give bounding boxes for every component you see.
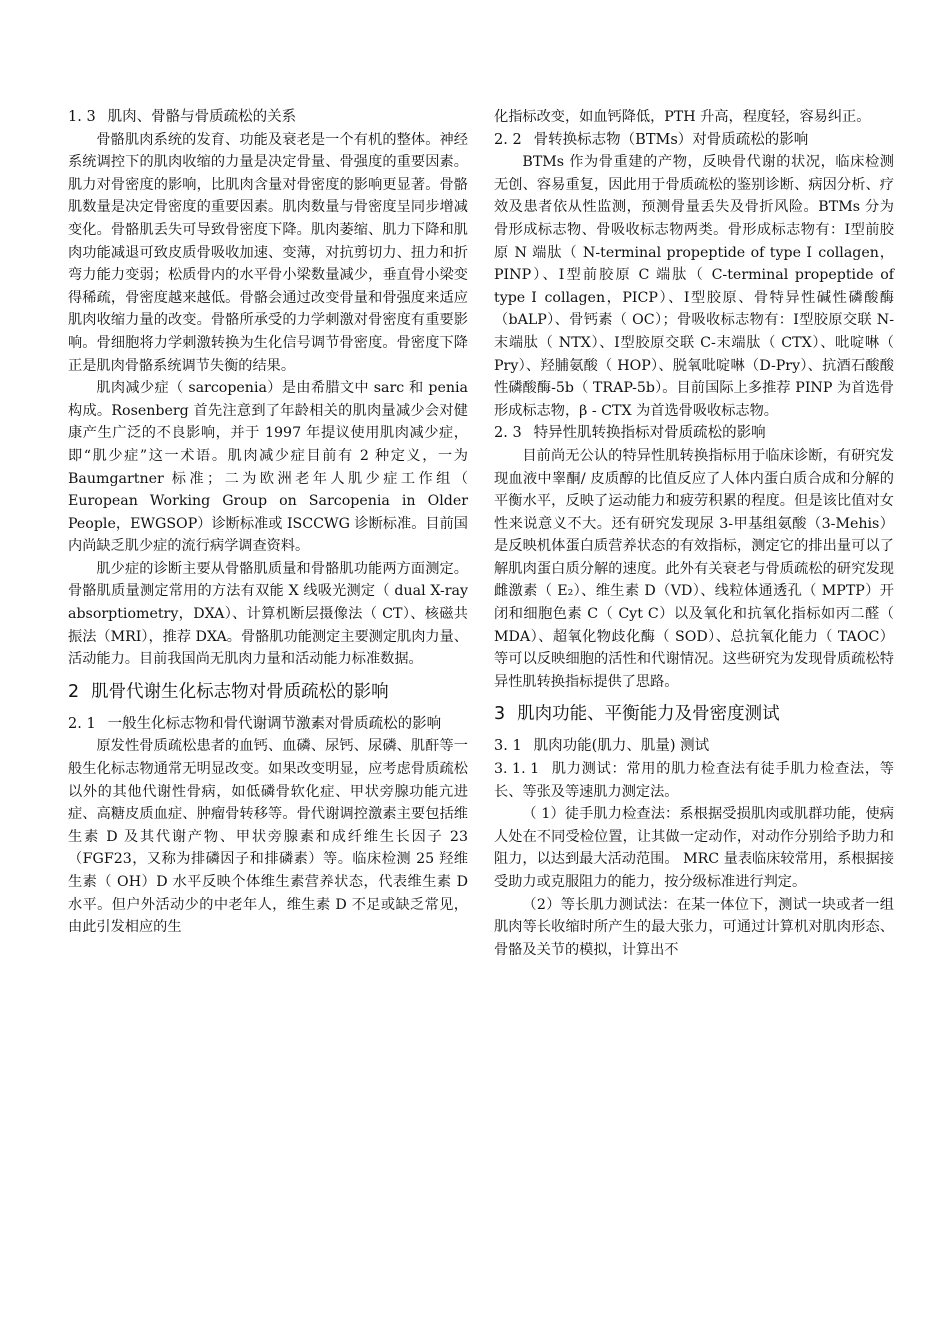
section-title: 肌肉功能、平衡能力及骨密度测试 xyxy=(517,704,780,725)
section-2-1-heading xyxy=(68,713,468,736)
section-number: 2 xyxy=(68,681,80,702)
paragraph: 肌肉减少症（ sarcopenia）是由希腊文中 sarc 和 penia 构成。Rosenberg 首先注意到了年龄相关的肌肉量减少会对健康产生广泛的不良影响，并于 1997 年提议使用肌肉减少症，即“肌少症”这一术语。肌肉减少症目前有 2 种定义，一为 Baumgartner 标准；二为欧洲老年人肌少症工作组（ European Working Group on Sarcopenia in Older People，EWGSOP）诊断标准或 ISCCWG 诊断标准。目前国内尚缺乏肌少症的流行病学调查资料。 xyxy=(68,380,468,555)
section-number: 2. 3 xyxy=(494,425,522,442)
section-title: 特异性肌转换指标对骨质疏松的影响 xyxy=(533,425,766,442)
paragraph: （2）等长肌力测试法：在某一体位下，测试一块或者一组肌肉等长收缩时所产生的最大张力，可通过计算机对肌肉形态、骨骼及关节的模拟，计算出不 xyxy=(494,896,894,958)
paragraph: （ 1）徒手肌力检查法：系根据受损肌肉或肌群功能，使病人处在不同受检位置，让其做一定动作，对动作分别给予助力和阻力，以达到最大活动范围。 MRC 量表临床较常用，系根据接受助力或克服阻力的能力，按分级标准进行判定。 xyxy=(494,806,894,890)
section-2-heading xyxy=(68,679,468,705)
section-2-3-heading xyxy=(494,422,894,445)
section-number: 2. 2 xyxy=(494,131,522,148)
left-column xyxy=(68,106,468,939)
paragraph-text: 肌力测试：常用的肌力检查法有徒手肌力检查法，等长、等张及等速肌力测定法。 xyxy=(494,761,894,800)
right-column xyxy=(494,106,894,961)
section-number: 3 xyxy=(494,704,506,725)
paragraph xyxy=(494,758,894,803)
paragraph: 化指标改变，如血钙降低，PTH 升高，程度轻，容易纠正。 xyxy=(494,109,871,125)
section-title: 肌肉功能(肌力、肌量) 测试 xyxy=(533,738,710,755)
section-number: 3. 1 xyxy=(494,738,522,755)
section-number: 2. 1 xyxy=(68,715,96,732)
section-1-3-heading xyxy=(68,106,468,129)
section-2-2-heading xyxy=(494,129,894,152)
section-number: 3. 1. 1 xyxy=(494,761,540,778)
section-number: 1. 3 xyxy=(68,109,96,125)
section-title: 一般生化标志物和骨代谢调节激素对骨质疏松的影响 xyxy=(107,715,442,732)
paragraph: BTMs 作为骨重建的产物，反映骨代谢的状况，临床检测无创、容易重复，因此用于骨质疏松的鉴别诊断、病因分析、疗效及患者依从性监测，预测骨量丢失及骨折风险。BTMs 分为骨形成标志物、骨吸收标志物两类。骨形成标志物有：Ⅰ型前胶原 N 端肽（ N-terminal propeptide of type Ⅰ collagen，PINP）、Ⅰ型前胶原 C 端肽（ C-terminal propeptide of type Ⅰ collagen，PICP）、Ⅰ型胶原、骨特异性碱性磷酸酶（bALP）、骨钙素（ OC）；骨吸收标志物有：Ⅰ型胶原交联 N-末端肽（ NTX）、Ⅰ型胶原交联 C-末端肽（ CTX）、吡啶啉（ Pry）、羟脯氨酸（ HOP）、脱氧吡啶啉（D-Pry）、抗酒石酸酸性磷酸酶-5b（ TRAP-5b）。目前国际上多推荐 PINP 为首选骨形成标志物，β - CTX 为首选骨吸收标志物。 xyxy=(494,154,894,419)
section-3-1-heading xyxy=(494,735,894,758)
section-title: 肌骨代谢生化标志物对骨质疏松的影响 xyxy=(91,681,389,702)
section-title: 肌肉、骨骼与骨质疏松的关系 xyxy=(107,109,297,125)
section-title: 骨转换标志物（BTMs）对骨质疏松的影响 xyxy=(533,131,809,148)
paragraph: 目前尚无公认的特异性肌转换指标用于临床诊断，有研究发现血液中睾酮/ 皮质醇的比值反应了人体内蛋白质合成和分解的平衡水平，反映了运动能力和疲劳积累的程度。但是该比值对女性来说意义不大。还有研究发现尿 3-甲基组氨酸（3-Mehis）是反映机体蛋白质营养状态的有效指标，测定它的排出量可以了解肌肉蛋白质分解的速度。此外有关衰老与骨质疏松的研究发现雌激素（ E₂）、维生素 D（VD）、线粒体通透孔（ MPTP）开闭和细胞色素 C（ Cyt C）以及氧化和抗氧化指标如丙二醛（ MDA）、超氧化物歧化酶（ SOD）、总抗氧化能力（ TAOC）等可以反映细胞的活性和代谢情况。这些研究为发现骨质疏松特异性肌转换指标提供了思路。 xyxy=(494,447,894,690)
paragraph: 肌少症的诊断主要从骨骼肌质量和骨骼肌功能两方面测定。骨骼肌质量测定常用的方法有双能 X 线吸光测定（ dual X-ray absorptiometry，DXA）、计算机断层摄像法（ CT）、核磁共振法（MRI），推荐 DXA。骨骼肌功能测定主要测定肌肉力量、活动能力。目前我国尚无肌肉力量和活动能力标准数据。 xyxy=(68,560,468,668)
paragraph: 原发性骨质疏松患者的血钙、血磷、尿钙、尿磷、肌酐等一般生化标志物通常无明显改变。如果改变明显，应考虑骨质疏松以外的其他代谢性骨病，如低磷骨软化症、甲状旁腺功能亢进症、高糖皮质血症、肿瘤骨转移等。骨代谢调控激素主要包括维生素 D 及其代谢产物、甲状旁腺素和成纤维生长因子 23（FGF23，又称为排磷因子和排磷素）等。临床检测 25 羟维生素（ OH）D 水平反映个体维生素营养状态，代表维生素 D 水平。但户外活动少的中老年人，维生素 D 不足或缺乏常见，由此引发相应的生 xyxy=(68,738,468,936)
paragraph: 骨骼肌肉系统的发育、功能及衰老是一个有机的整体。神经系统调控下的肌肉收缩的力量是决定骨量、骨强度的重要因素。肌力对骨密度的影响，比肌肉含量对骨密度的影响更显著。骨骼肌数量是决定骨密度的重要因素。肌肉数量与骨密度呈同步增减变化。骨骼肌丢失可导致骨密度下降。肌肉萎缩、肌力下降和肌肉功能减退可致皮质骨吸收加速、变薄，对抗剪切力、扭力和折弯力能力变弱；松质骨内的水平骨小梁数量减少，垂直骨小梁变得稀疏，骨密度越来越低。骨骼会通过改变骨量和骨强度来适应肌肉收缩力量的改变。骨骼所承受的力学刺激对骨密度有重要影响。骨细胞将力学刺激转换为生化信号调节骨密度。骨密度下降正是肌肉骨骼系统调节失衡的结果。 xyxy=(68,131,468,374)
section-3-heading xyxy=(494,701,894,727)
